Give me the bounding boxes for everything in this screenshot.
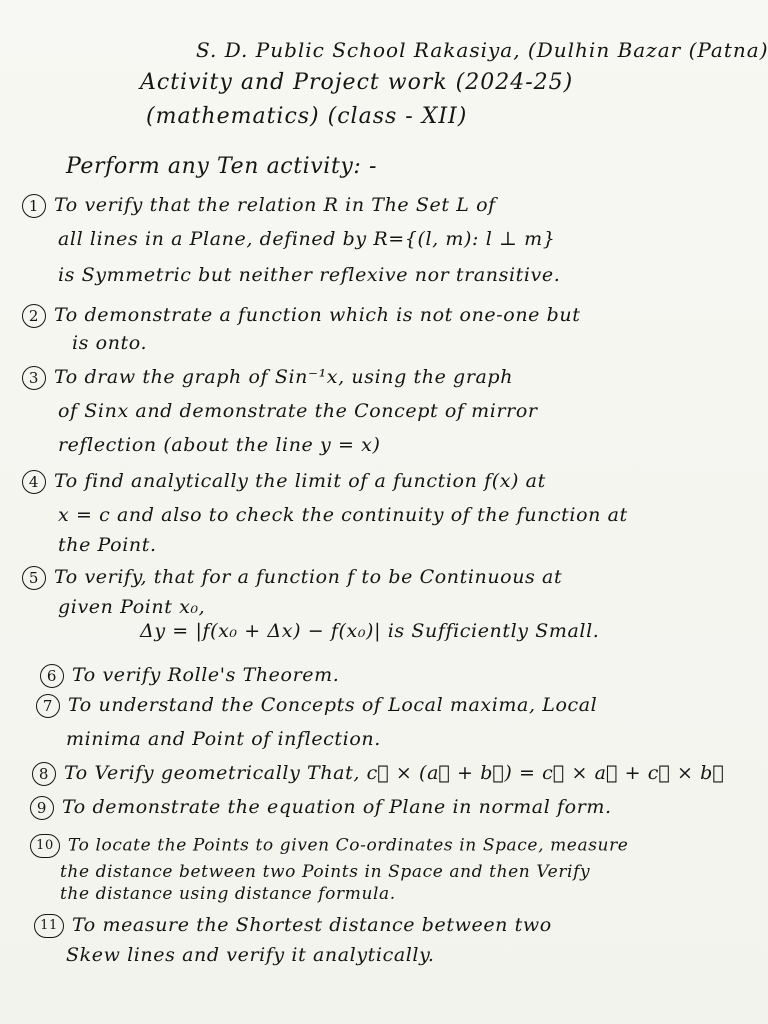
activity-number: 2 — [22, 304, 46, 328]
activity-7-line-2: minima and Point of inflection. — [66, 728, 381, 750]
activity-number: 4 — [22, 470, 46, 494]
activity-2-line-1: 2 To demonstrate a function which is not one-one but — [22, 304, 580, 328]
activity-10-line-2: the distance between two Points in Space and then Verify — [60, 862, 591, 882]
activity-1-line-1: 1 To verify that the relation R in The Set L of — [22, 194, 496, 218]
activity-number: 7 — [36, 694, 60, 718]
activity-5-line-2: given Point x₀, — [58, 596, 206, 618]
activity-11-line-2: Skew lines and verify it analytically. — [66, 944, 435, 966]
activity-10-line-1: 10 To locate the Points to given Co-ordinates in Space, measure — [30, 834, 628, 858]
activity-number: 11 — [34, 914, 64, 938]
activity-2-line-2: is onto. — [72, 332, 148, 354]
activity-3-line-3: reflection (about the line y = x) — [58, 434, 381, 456]
activity-11-line-1: 11 To measure the Shortest distance between two — [34, 914, 552, 938]
activity-9-line-1: 9 To demonstrate the equation of Plane in normal form. — [30, 796, 612, 820]
activity-4-line-2: x = c and also to check the continuity of the function at — [58, 504, 628, 526]
activity-number: 1 — [22, 194, 46, 218]
activity-1-line-2: all lines in a Plane, defined by R={(l, m): l ⊥ m} — [58, 228, 556, 250]
instruction: Perform any Ten activity: - — [66, 154, 378, 179]
activity-4-line-1: 4 To find analytically the limit of a function f(x) at — [22, 470, 546, 494]
activity-number: 10 — [30, 834, 60, 858]
activity-6-line-1: 6 To verify Rolle's Theorem. — [40, 664, 339, 688]
activity-1-line-3: is Symmetric but neither reflexive nor transitive. — [58, 264, 561, 286]
activity-number: 5 — [22, 566, 46, 590]
activity-10-line-3: the distance using distance formula. — [60, 884, 396, 904]
activity-number: 3 — [22, 366, 46, 390]
activity-5-line-3: Δy = |f(x₀ + Δx) − f(x₀)| is Sufficiently Small. — [140, 620, 600, 642]
activity-4-line-3: the Point. — [58, 534, 157, 556]
activity-7-line-1: 7 To understand the Concepts of Local maxima, Local — [36, 694, 597, 718]
activity-number: 8 — [32, 762, 56, 786]
activity-3-line-2: of Sinx and demonstrate the Concept of mirror — [58, 400, 538, 422]
activity-3-line-1: 3 To draw the graph of Sin⁻¹x, using the graph — [22, 366, 513, 390]
activity-number: 9 — [30, 796, 54, 820]
activity-8-line-1: 8 To Verify geometrically That, c⃗ × (a⃗ + b⃗) = c⃗ × a⃗ + c⃗ × b⃗ — [32, 762, 724, 786]
header-title: Activity and Project work (2024-25) — [140, 70, 574, 95]
activity-number: 6 — [40, 664, 64, 688]
header-subject: (mathematics) (class - XII) — [146, 104, 468, 129]
activity-5-line-1: 5 To verify, that for a function f to be Continuous at — [22, 566, 562, 590]
header-school: S. D. Public School Rakasiya, (Dulhin Bazar (Patna) — [196, 38, 768, 62]
